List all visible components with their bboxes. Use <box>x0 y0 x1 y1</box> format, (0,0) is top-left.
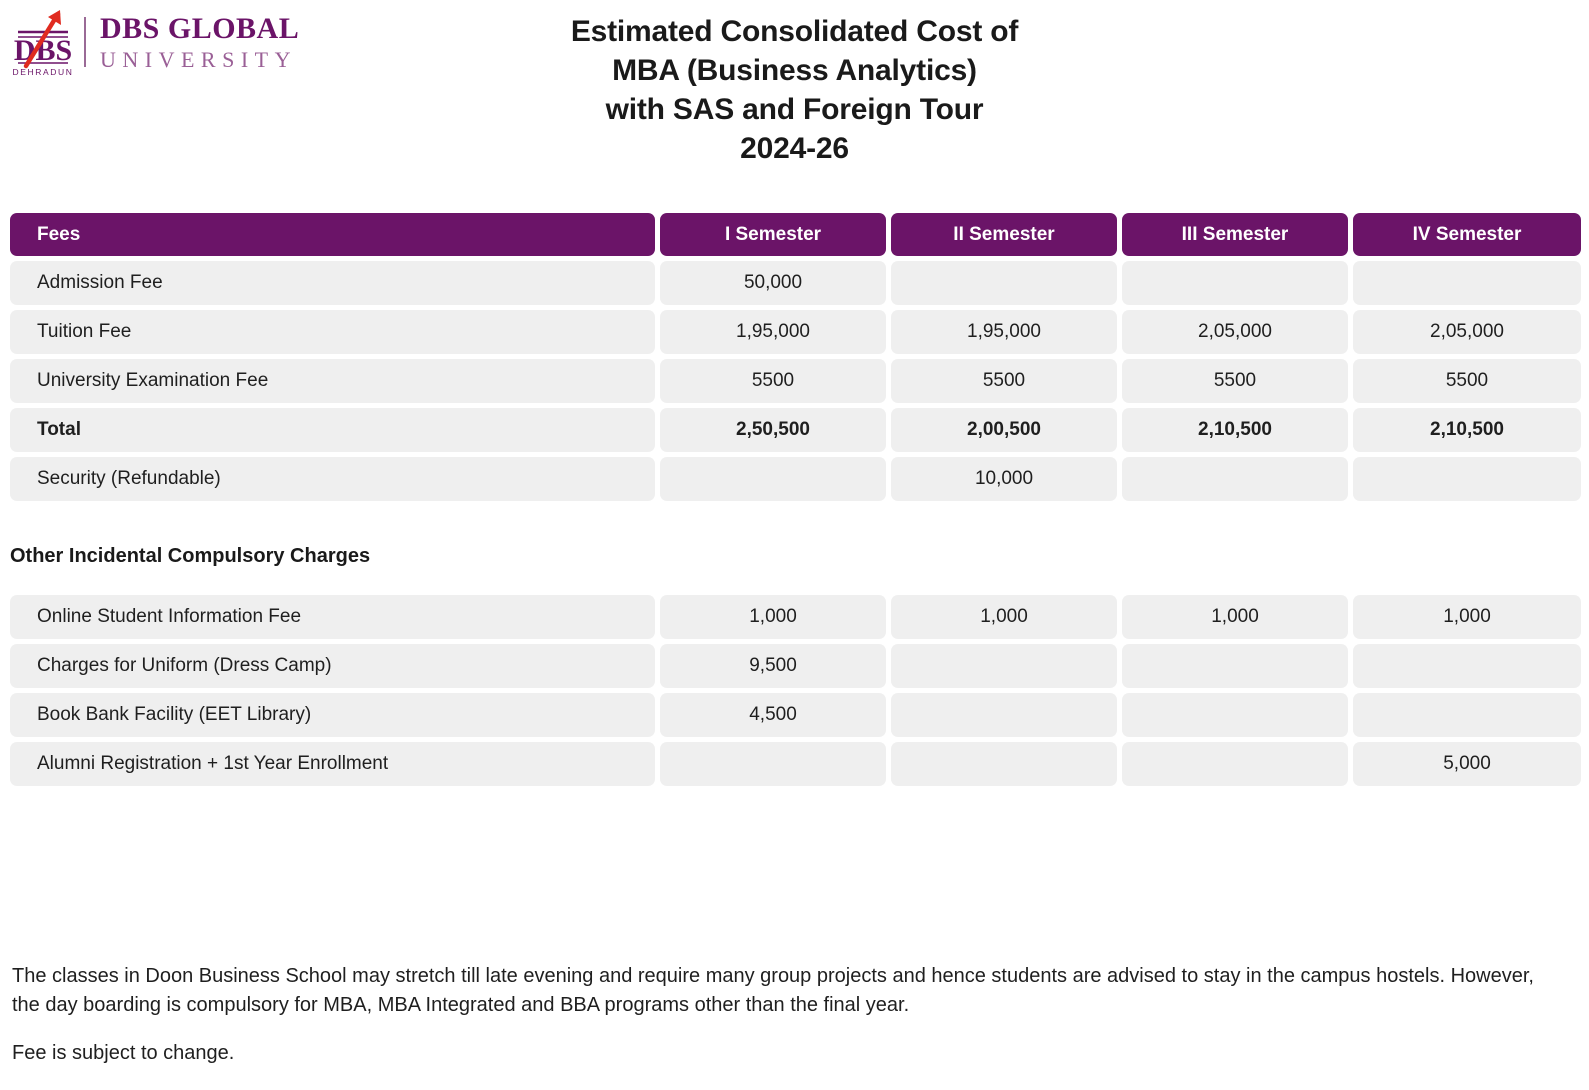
table-row <box>10 742 1562 786</box>
row-value-sem-4 <box>1353 644 1581 688</box>
row-label: Total <box>10 408 655 452</box>
row-value-sem-3 <box>1122 457 1348 501</box>
table-row <box>10 457 1562 501</box>
row-label: University Examination Fee <box>10 359 655 403</box>
row-value-sem-2: 1,000 <box>891 595 1117 639</box>
row-value-sem-1 <box>660 742 886 786</box>
row-value-sem-3 <box>1122 742 1348 786</box>
row-value-sem-1: 4,500 <box>660 693 886 737</box>
row-value-sem-4: 2,10,500 <box>1353 408 1581 452</box>
page-title-line-2: MBA (Business Analytics) <box>612 54 977 87</box>
row-value-sem-4 <box>1353 261 1581 305</box>
row-value-sem-4: 2,05,000 <box>1353 310 1581 354</box>
table-row <box>10 644 1562 688</box>
incidental-charges-table <box>10 595 1562 791</box>
column-header-sem-1: I Semester <box>660 213 886 256</box>
row-value-sem-4: 1,000 <box>1353 595 1581 639</box>
table-row <box>10 693 1562 737</box>
row-value-sem-4: 5,000 <box>1353 742 1581 786</box>
row-value-sem-1: 50,000 <box>660 261 886 305</box>
row-value-sem-1: 2,50,500 <box>660 408 886 452</box>
table-row <box>10 595 1562 639</box>
column-header-fees: Fees <box>10 213 655 256</box>
row-label: Online Student Information Fee <box>10 595 655 639</box>
row-value-sem-1: 5500 <box>660 359 886 403</box>
row-value-sem-1: 1,000 <box>660 595 886 639</box>
table-header-row <box>10 213 1562 256</box>
row-value-sem-3: 2,10,500 <box>1122 408 1348 452</box>
row-label: Charges for Uniform (Dress Camp) <box>10 644 655 688</box>
row-label: Admission Fee <box>10 261 655 305</box>
section-heading-incidental-charges: Other Incidental Compulsory Charges <box>10 545 371 567</box>
row-value-sem-2 <box>891 261 1117 305</box>
row-value-sem-2: 1,95,000 <box>891 310 1117 354</box>
row-value-sem-3 <box>1122 261 1348 305</box>
row-value-sem-3: 5500 <box>1122 359 1348 403</box>
row-value-sem-2: 2,00,500 <box>891 408 1117 452</box>
row-value-sem-3: 2,05,000 <box>1122 310 1348 354</box>
row-value-sem-3: 1,000 <box>1122 595 1348 639</box>
row-value-sem-2 <box>891 693 1117 737</box>
page-title-line-1: Estimated Consolidated Cost of <box>570 15 1019 48</box>
row-label: Alumni Registration + 1st Year Enrollment <box>10 742 655 786</box>
page-header <box>0 0 1589 180</box>
fees-table <box>10 213 1562 506</box>
brand-name-secondary: UNIVERSITY <box>100 46 297 72</box>
svg-text:DEHRADUN: DEHRADUN <box>12 67 74 77</box>
table-row-total <box>10 408 1562 452</box>
row-value-sem-4: 5500 <box>1353 359 1581 403</box>
column-header-sem-2: II Semester <box>891 213 1117 256</box>
table-row <box>10 310 1562 354</box>
row-value-sem-4 <box>1353 457 1581 501</box>
footer-note: Fee is subject to change. <box>12 1042 235 1064</box>
row-value-sem-3 <box>1122 644 1348 688</box>
row-value-sem-2: 5500 <box>891 359 1117 403</box>
footer-paragraph: The classes in Doon Business School may stretch till late evening and require many group projects and hence students are advised to stay in the campus hostels. However, the day boarding is compulsory for MBA, MBA Integrated and BBA programs other than the final year. <box>12 965 1534 1016</box>
row-value-sem-3 <box>1122 693 1348 737</box>
row-value-sem-1: 1,95,000 <box>660 310 886 354</box>
row-value-sem-1 <box>660 457 886 501</box>
page-title <box>0 12 1589 168</box>
table-row <box>10 261 1562 305</box>
svg-text:DBS: DBS <box>13 34 73 67</box>
page-title-line-3: with SAS and Foreign Tour <box>605 93 984 126</box>
column-header-sem-4: IV Semester <box>1353 213 1581 256</box>
table-row <box>10 359 1562 403</box>
row-label: Book Bank Facility (EET Library) <box>10 693 655 737</box>
row-value-sem-2: 10,000 <box>891 457 1117 501</box>
row-value-sem-1: 9,500 <box>660 644 886 688</box>
row-value-sem-2 <box>891 742 1117 786</box>
row-value-sem-2 <box>891 644 1117 688</box>
row-label: Tuition Fee <box>10 310 655 354</box>
column-header-sem-3: III Semester <box>1122 213 1348 256</box>
page-title-line-4: 2024-26 <box>740 132 849 165</box>
brand-name-primary: DBS GLOBAL <box>100 11 300 45</box>
row-label: Security (Refundable) <box>10 457 655 501</box>
row-value-sem-4 <box>1353 693 1581 737</box>
